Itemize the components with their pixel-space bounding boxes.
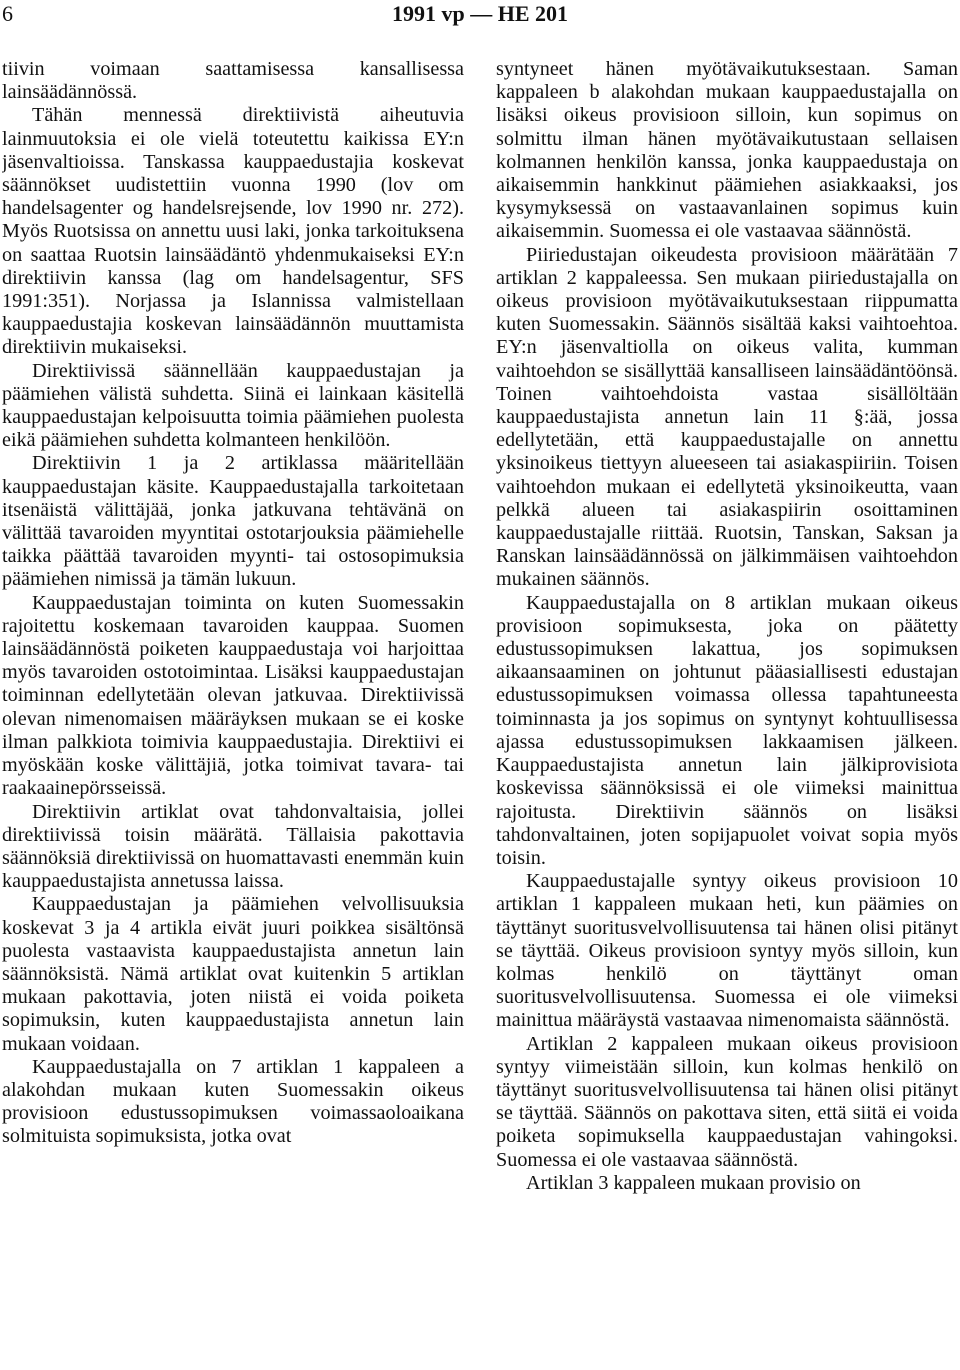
paragraph: Kauppaedustajan toiminta on kuten Suomessakin rajoitettu koskemaan tavaroiden kauppaa. Suomen lainsäädännöstä poiketen kauppaedustaja voi harjoittaa myös tavaroiden ostotoimintaa. Lisäksi kauppaedustajan toiminnan edellytetään olevan jatkuvaa. Direktiivissä olevan nimenomaisen määräyksen mukaan se ei koske ilman palkkiota toimivia kauppaedustajia. Direktiivi ei myöskään koske välittäjiä, jotka toimivat tavara- tai raakaainepörsseissä. — [2, 591, 464, 800]
paragraph: Direktiivin artiklat ovat tahdonvaltaisia, jollei direktiivissä toisin määrätä. Tällaisia pakottavia säännöksiä direktiivissä on huomattavasti enemmän kuin kauppaedustajista annetussa laissa. — [2, 800, 464, 893]
running-title: 1991 vp — HE 201 — [391, 1, 569, 26]
paragraph: Direktiivin 1 ja 2 artiklassa määritellään kauppaedustajan käsite. Kauppaedustajalla tarkoitetaan itsenäistä välittäjää, jonka jatkuvana tehtävänä on välittää tavaroiden myyntitai ostotarjouksia päämiehelle taikka päättää tavaroiden myynti- tai ostosopimuksia päämiehen nimissä ja tämän lukuun. — [2, 452, 464, 591]
paragraph: Kauppaedustajalla on 7 artiklan 1 kappaleen a alakohdan mukaan kuten Suomessakin oikeus provisioon edustussopimuksen voimassaoloaikana solmituista sopimuksista, jotka ovat — [2, 1055, 464, 1148]
page-number: 6 — [2, 1, 13, 26]
paragraph: Artiklan 2 kappaleen mukaan oikeus provisioon syntyy viimeistään silloin, kun kolmas henkilö on täyttänyt suoritusvelvollisuutensa tai hänen olisi pitänyt se täyttää. Säännös on pakottava siten, että siitä ei voida poiketa sopimuksella kauppaedustajan vahingoksi. Suomessa ei ole vastaavaa säännöstä. — [496, 1032, 958, 1171]
paragraph: Tähän mennessä direktiivistä aiheutuvia lainmuutoksia ei ole vielä toteutettu kaikissa EY:n jäsenvaltioissa. Tanskassa kauppaedustajia koskevat säännökset uudistettiin vuonna 1990 (lov om handelsagenter og handelsrejsende, lov 1990 nr. 272). Myös Ruotsissa on annettu uusi laki, jonka tarkoituksena on saattaa Ruotsin lainsäädäntö yhdenmukaiseksi EY:n direktiivin kanssa (lag om handelsagentur, SFS 1991:351). Norjassa ja Islannissa valmistellaan kauppaedustajia koskevan lainsäädännön muuttamista direktiivin mukaiseksi. — [2, 104, 464, 359]
paragraph: Kauppaedustajan ja päämiehen velvollisuuksia koskevat 3 ja 4 artikla eivät juuri poikkea sisältönsä puolesta vastaavista kauppaedustajista annetun lain säännöksistä. Nämä artiklat ovat kuitenkin 5 artiklan mukaan pakottavia, joten niistä ei voida poiketa sopimuksin, kuten kauppaedustajista annetun lain mukaan voidaan. — [2, 893, 464, 1055]
paragraph: tiivin voimaan saattamisessa kansallisessa lainsäädännössä. — [2, 58, 464, 104]
paragraph: Direktiivissä säännellään kauppaedustajan ja päämiehen välistä suhdetta. Siinä ei lainkaan käsitellä kauppaedustajan kelpoisuutta toimia päämiehen puolesta eikä päämiehen suhdetta kolmanteen henkilöön. — [2, 359, 464, 452]
page-header — [0, 0, 960, 40]
paragraph: Artiklan 3 kappaleen mukaan provisio on — [526, 1171, 861, 1194]
paragraph: syntyneet hänen myötävaikutuksestaan. Saman kappaleen b alakohdan mukaan kauppaedustajalla on lisäksi oikeus provisioon silloin, kun sopimus on solmittu ilman hänen myötävaikutustaan sellaisen kolmannen henkilön kanssa, jonka kauppaedustaja on aikaisemmin hankkinut päämiehen asiakkaaksi, jos kysymyksessä on vastaavanlainen sopimus kuin aikaisemmin. Suomessa ei ole vastaavaa säännöstä. — [496, 58, 958, 243]
paragraph: Kauppaedustajalla on 8 artiklan mukaan oikeus provisioon sopimuksesta, joka on päätetty edustussopimuksen lakattua, jos sopimuksen aikaansaaminen on johtunut pääasiallisesti edustajan edustussopimuksen voimassa ollessa tapahtuneesta toiminnasta ja jos sopimus on syntynyt kohtuullisessa ajassa edustussopimuksen lakkaamisen jälkeen. Kauppaedustajista annetun lain jälkiprovisiota koskevissa säännöksissä ei ole viimeksi mainittua rajoitusta. Direktiivin säännös on lisäksi tahdonvaltainen, joten sopijapuolet voivat sopia myös toisin. — [496, 591, 958, 869]
paragraph: Kauppaedustajalle syntyy oikeus provisioon 10 artiklan 1 kappaleen mukaan heti, kun päämies on täyttänyt suoritusvelvollisuutensa tai hänen olisi pitänyt se täyttää. Oikeus provisioon syntyy myös silloin, kun kolmas henkilö on täyttänyt oman suoritusvelvollisuutensa. Suomessa ei ole viimeksi mainittua määräystä vastaavaa nimenomaista säännöstä. — [496, 870, 958, 1032]
left-text-column — [2, 58, 464, 1370]
right-text-column — [496, 58, 958, 1370]
paragraph: Piiriedustajan oikeudesta provisioon määrätään 7 artiklan 2 kappaleessa. Sen mukaan piiriedustajalla on oikeus provisioon myötävaikutuksestaan riippumatta kuten Suomessakin. Säännös sisältää kaksi vaihtoehtoa. EY:n jäsenvaltiolla on oikeus valita, kumman vaihtoehdon se sisällyttää kansalliseen lainsäädäntöönsä. Toinen vaihtoehdoista vastaa sisällöltään kauppaedustajista annetun lain 11 §:ää, jossa edellytetään, että kauppaedustajalle on annettu yksinoikeus tiettyyn alueeseen tai asiakaspiiriin. Toisen vaihtoehdon mukaan ei edellytetä yksinoikeutta, vaan pelkkä alueen tai asiakaspiirin osoittaminen kauppaedustajalle riittää. Ruotsin, Tanskan, Saksan ja Ranskan lainsäädännössä on jälkimmäisen vaihtoehdon mukainen säännös. — [496, 243, 958, 591]
